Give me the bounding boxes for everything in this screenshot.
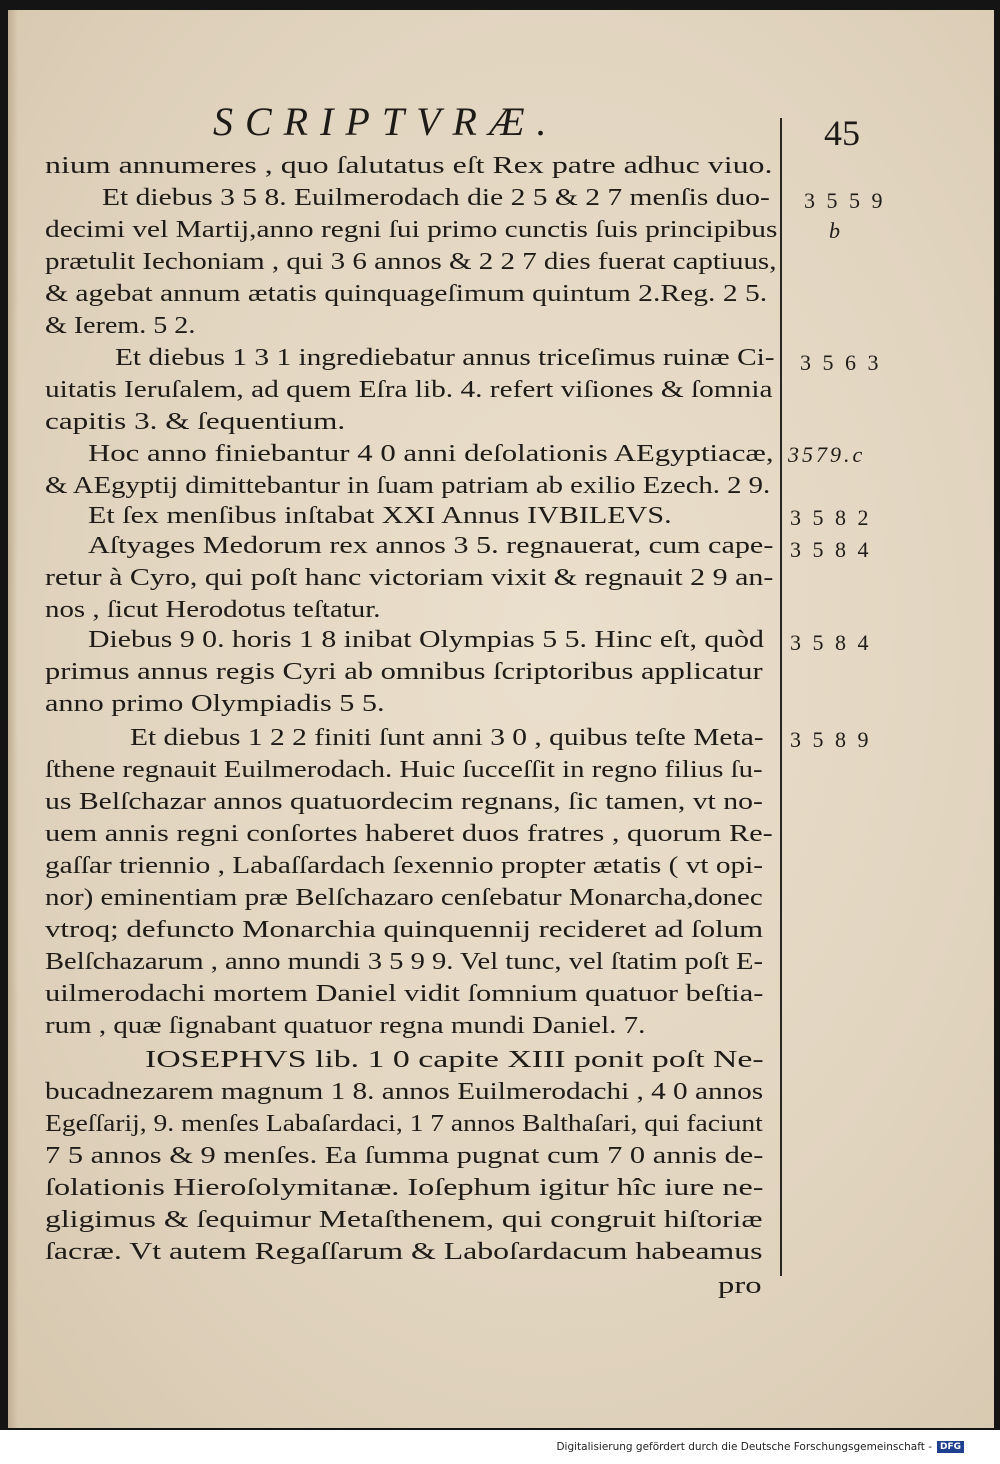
margin-year: 3 5 5 9 [804,188,886,213]
text-line: nor) eminentiam præ Belſchazaro cenſebatur Monarcha,donec [45,884,763,911]
text-line: bucadnezarem magnum 1 8. annos Euilmerodachi , 4 0 annos [45,1078,764,1105]
margin-rule [780,118,782,1276]
text-line: gligimus & ſequimur Metaſthenem, qui congruit hiſtoriæ [45,1206,763,1233]
text-line: 7 5 annos & 9 menſes. Ea ſumma pugnat cum 7 0 annis de- [45,1142,764,1169]
margin-year: 3 5 8 4 [790,630,872,655]
page-number: 45 [824,113,860,153]
text-line: vtroq; defuncto Monarchia quinquennij recideret ad ſolum [45,916,764,943]
text-line: us Belſchazar annos quatuordecim regnans, ſic tamen, vt no- [45,788,763,815]
margin-year-letter: b [829,218,843,243]
text-line: nos , ſicut Herodotus teſtatur. [45,596,381,623]
text-line: Aſtyages Medorum rex annos 3 5. regnauerat, cum cape- [88,532,774,559]
margin-year: 3 5 6 3 [800,350,882,375]
text-line: Egeſſarij, 9. menſes Labaſardaci, 1 7 annos Balthaſari, qui faciunt [45,1110,763,1137]
text-line: rum , quæ ſignabant quatuor regna mundi Daniel. 7. [45,1012,646,1039]
catchword: pro [718,1272,762,1299]
text-line: gaſſar triennio , Labaſſardach ſexennio propter ætatis ( vt opi- [45,852,764,879]
margin-year: 3 5 8 9 [790,727,872,752]
margin-year: 3 5 8 2 [790,505,872,530]
text-line: ſolationis Hieroſolymitanæ. Ioſephum igitur hîc iure ne- [45,1174,764,1201]
text-line: Hoc anno finiebantur 4 0 anni deſolationis AEgyptiacæ, [88,440,774,467]
text-line: uem annis regni conſortes haberet duos fratres , quorum Re- [45,820,773,847]
text-line: Belſchazarum , anno mundi 3 5 9 9. Vel tunc, vel ſtatim poſt E- [45,948,764,975]
text-line: & agebat annum ætatis quinquageſimum quintum 2.Reg. 2 5. [45,280,768,307]
margin-year: 3579.c [788,442,866,467]
text-line: Diebus 9 0. horis 1 8 inibat Olympias 5 5. Hinc eſt, quòd [88,626,764,653]
text-line: Et diebus 3 5 8. Euilmerodach die 2 5 & 2 7 menſis duo- [102,184,770,211]
text-line: Et diebus 1 2 2 finiti ſunt anni 3 0 , quibus teſte Meta- [130,724,764,751]
footer-text: Digitalisierung gefördert durch die Deutsche Forschungsgemeinschaft - [556,1441,932,1453]
text-line: anno primo Olympiadis 5 5. [45,690,385,717]
text-line: nium annumeres , quo ſalutatus eſt Rex patre adhuc viuo. [45,152,773,179]
text-line: & Ierem. 5 2. [45,312,196,339]
text-line: & AEgyptij dimittebantur in ſuam patriam ab exilio Ezech. 2 9. [45,472,771,499]
text-line: retur à Cyro, qui poſt hanc victoriam vixit & regnauit 2 9 an- [45,564,774,591]
text-line: ſacræ. Vt autem Regaſſarum & Laboſardacum habeamus [45,1238,763,1265]
text-line: capitis 3. & ſequentium. [45,408,346,435]
text-line: ſthene regnauit Euilmerodach. Huic ſucceſſit in regno filius ſu- [45,756,763,783]
text-line: IOSEPHVS lib. 1 0 capite XIII ponit poſt Ne- [145,1046,764,1073]
text-line: Et ſex menſibus inſtabat XXI Annus IVBILEVS. [88,502,672,529]
text-line: decimi vel Martij,anno regni ſui primo cunctis ſuis principibus [45,216,778,243]
running-title: SCRIPTVRÆ. [213,99,559,144]
text-line: uilmerodachi mortem Daniel vidit ſomnium quatuor beſtia- [45,980,764,1007]
page-edge-shadow [8,10,18,1428]
margin-year: 3 5 8 4 [790,537,872,562]
text-line: uitatis Ieruſalem, ad quem Eſra lib. 4. refert viſiones & ſomnia [45,376,773,403]
dfg-logo[interactable]: DFG [937,1441,964,1453]
text-line: Et diebus 1 3 1 ingrediebatur annus triceſimus ruinæ Ci- [115,344,775,371]
text-line: primus annus regis Cyri ab omnibus ſcriptoribus applicatur [45,658,763,685]
text-line: prætulit Iechoniam , qui 3 6 annos & 2 2 7 dies fuerat captiuus, [45,248,777,275]
footer-credit [556,1441,964,1453]
